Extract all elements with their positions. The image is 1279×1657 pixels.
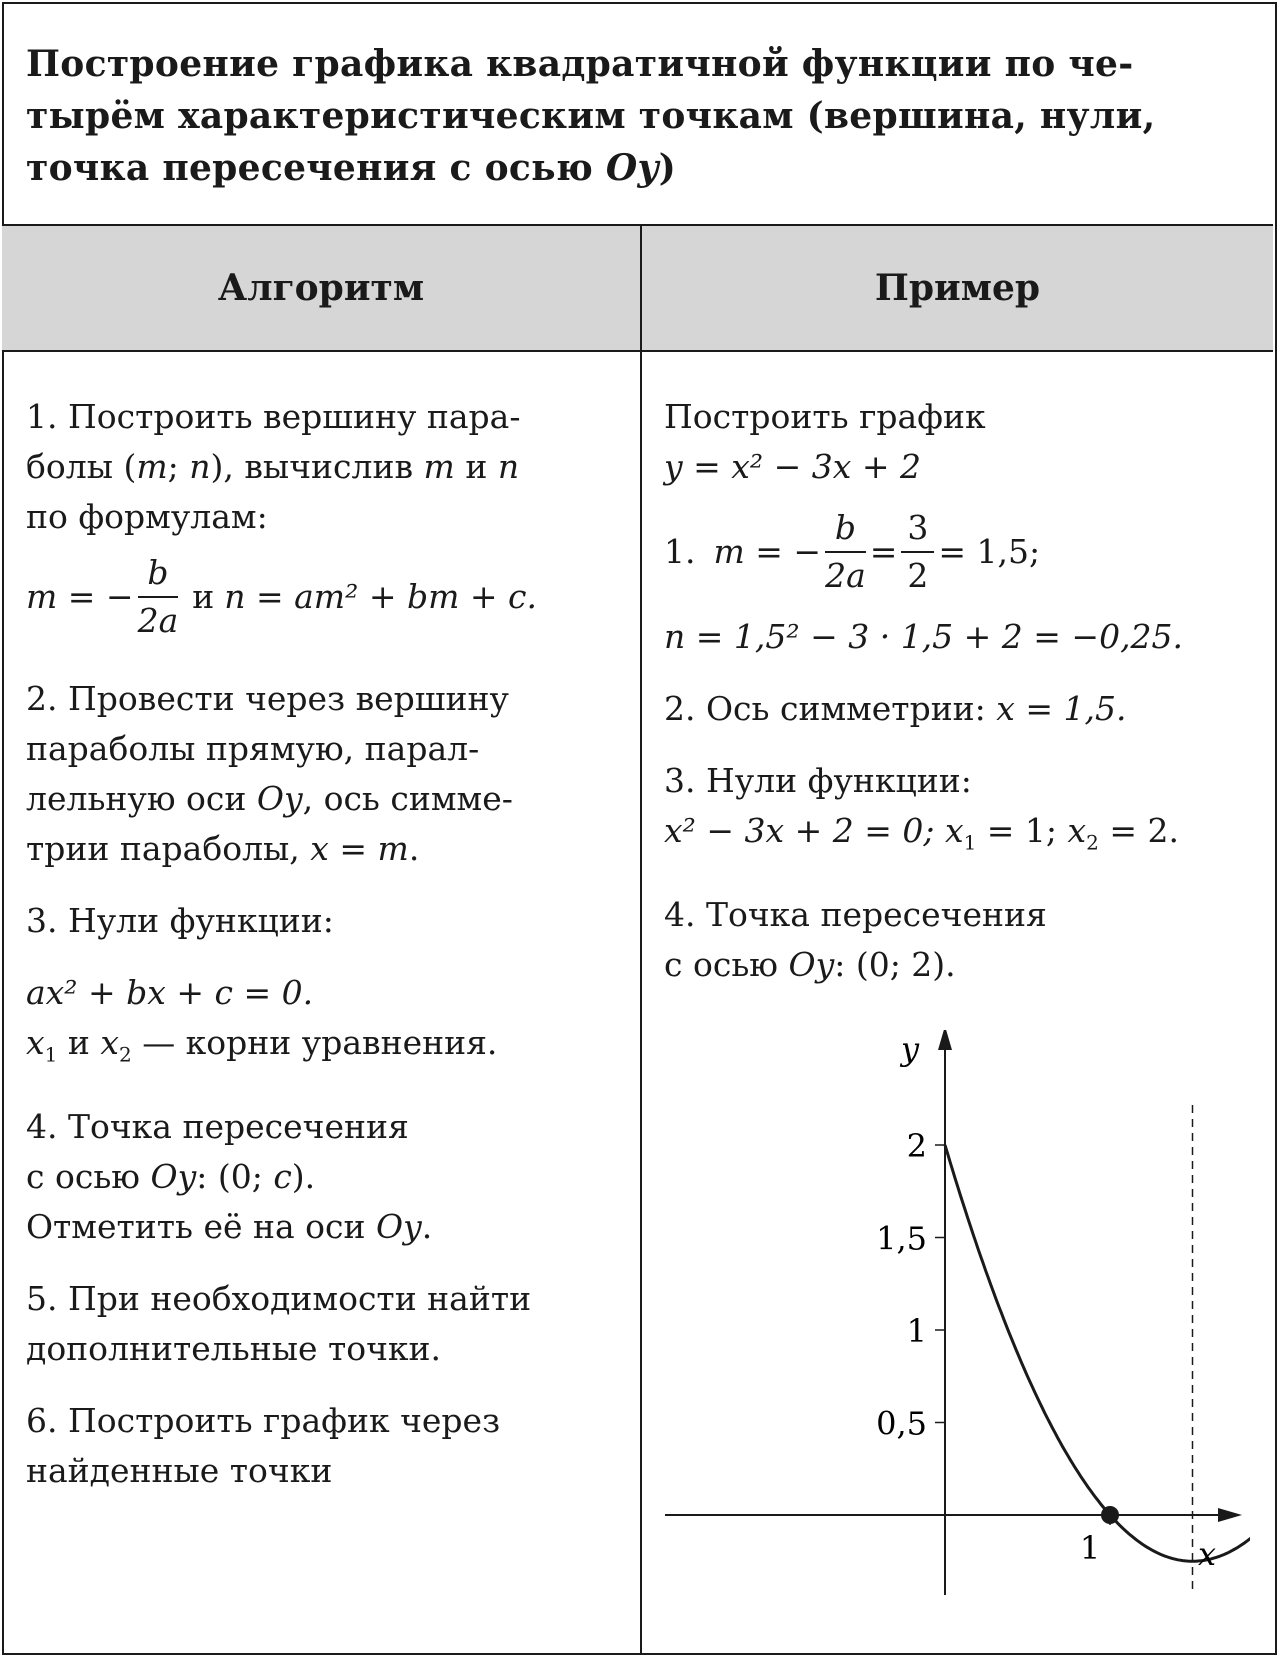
x-tick-label: 1 — [1079, 1529, 1101, 1567]
y-axis-arrow — [938, 1030, 952, 1050]
step2-line4: трии параболы, x = m. — [26, 829, 420, 868]
step3-equation: ax² + bx + c = 0. — [26, 973, 314, 1012]
header-example: Пример — [874, 267, 1041, 309]
vertex-formula: m = − $\frac{b}{2a}$ и n = am² + bm + c. — [26, 542, 537, 652]
table-header — [2, 226, 1273, 352]
step3-line1: 3. Нули функции: — [26, 901, 334, 940]
example-step1-n: n = 1,5² − 3 · 1,5 + 2 = −0,25. — [664, 617, 1184, 656]
step2-line3: лельную оси Oy, ось симме- — [26, 779, 513, 818]
x-axis-arrow — [1218, 1508, 1242, 1522]
title-line-3: точка пересечения с осью Oy) — [26, 147, 677, 189]
y-tick-label: 0,5 — [876, 1404, 927, 1443]
page-title — [2, 2, 1273, 226]
example-intro: Построить график — [664, 397, 986, 436]
title-line-2: тырём характеристическим точкам (вершина, нули, — [26, 95, 1156, 137]
column-divider — [640, 226, 642, 1653]
step5-line1: 5. При необходимости найти — [26, 1278, 532, 1318]
zero-point — [1101, 1506, 1119, 1524]
parabola-chart — [650, 1030, 1250, 1610]
example-step1-m: 1. m = − $\frac{b}{2a}$ = $\frac{3}{2}$ = 1,5; — [664, 492, 1183, 612]
step2-line1: 2. Провести через вершину — [26, 679, 509, 718]
x-axis-label: x — [1198, 1535, 1217, 1573]
step4-line2: с осью Oy: (0; c). — [26, 1156, 316, 1196]
step6-line2: найденные точки — [26, 1450, 333, 1490]
fraction-b-2a-example: $\frac{b}{2a}$ — [825, 505, 866, 599]
step4-line3: Отметить её на оси Oy. — [26, 1206, 433, 1246]
y-axis-label: y — [901, 1030, 920, 1068]
step2-line2: параболы прямую, парал- — [26, 729, 480, 768]
step4-line1: 4. Точка пересечения — [26, 1106, 409, 1146]
example-step3-line2: x² − 3x + 2 = 0; $x_1 = 1$; $x_2 = 2$. — [664, 811, 1180, 855]
example-function: y = x² − 3x + 2 — [664, 447, 921, 486]
step1-line3: по формулам: — [26, 497, 268, 536]
example-step3-line1: 3. Нули функции: — [664, 761, 972, 800]
step5-line2: дополнительные точки. — [26, 1328, 442, 1368]
fraction-3-2: $\frac{3}{2}$ — [901, 505, 934, 599]
example-column — [664, 392, 1183, 990]
y-tick-label: 1,5 — [876, 1219, 927, 1258]
example-step4-line2: с осью Oy: (0; 2). — [664, 944, 956, 984]
parabola-curve — [945, 1088, 1250, 1562]
y-tick-label: 2 — [906, 1127, 927, 1165]
y-tick-label: 1 — [906, 1312, 927, 1350]
fraction-b-2a: $\frac{b}{2a}$ — [138, 550, 179, 644]
step1-line2: болы (m; n), вычислив m и n — [26, 447, 520, 486]
step1-line1: 1. Построить вершину пара- — [26, 397, 521, 436]
step3-roots: $x_1$ и $x_2$ — корни уравнения. — [26, 1023, 498, 1067]
title-line-1: Построение графика квадратичной функции по че- — [26, 43, 1134, 85]
example-step2: 2. Ось симметрии: x = 1,5. — [664, 689, 1127, 728]
step6-line1: 6. Построить график через — [26, 1400, 501, 1440]
example-step4-line1: 4. Точка пересечения — [664, 894, 1047, 934]
header-algorithm: Алгоритм — [217, 267, 425, 309]
algorithm-column — [26, 392, 537, 1496]
